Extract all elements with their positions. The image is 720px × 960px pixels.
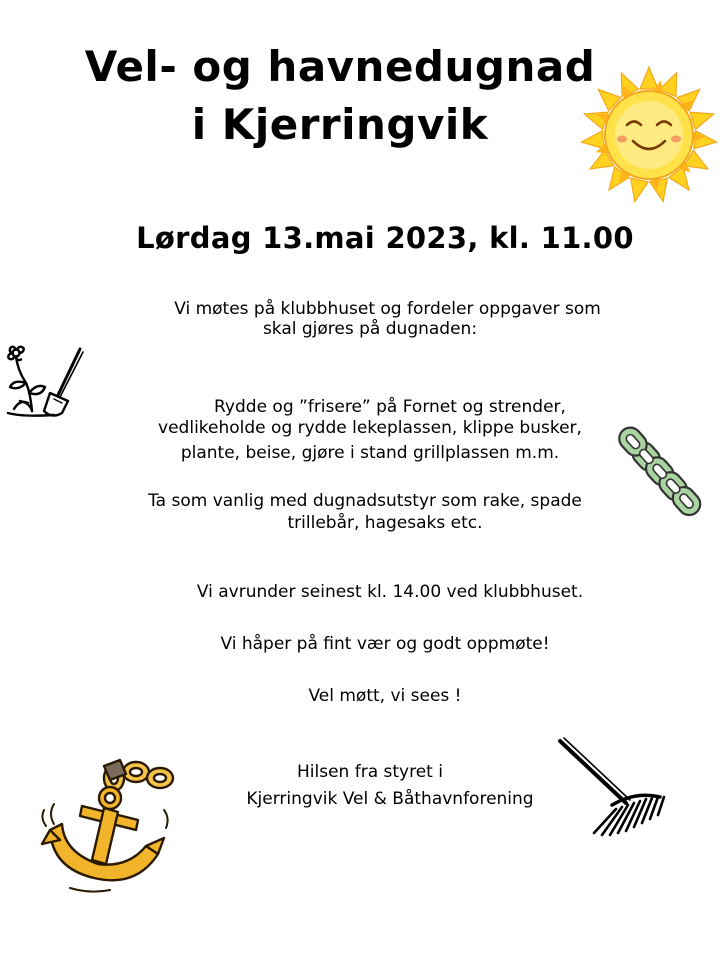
title-line-2: i Kjerringvik [191, 100, 489, 149]
rake-icon [556, 735, 670, 843]
event-date-time: Lørdag 13.mai 2023, kl. 11.00 [136, 221, 634, 255]
finish-time-note: Vi avrunder seinest kl. 14.00 ved klubbhuset. [196, 582, 584, 602]
tasks-line-3: plante, beise, gjøre i stand grillplassen m.m. [180, 443, 560, 463]
equipment-line-1: Ta som vanlig med dugnadsutstyr som rake, spade [148, 491, 582, 511]
intro-line-2: skal gjøres på dugnaden: [262, 319, 478, 339]
sun-icon [578, 64, 720, 206]
equipment-line-2: trillebår, hagesaks etc. [287, 513, 483, 533]
anchor-icon [40, 748, 190, 894]
signature-line-1: Hilsen fra styret i [297, 762, 443, 782]
weather-note: Vi håper på fint vær og godt oppmøte! [220, 634, 550, 654]
intro-line-1: Vi møtes på klubbhuset og fordeler oppgaver som [174, 299, 601, 319]
flower-spade-icon [2, 343, 90, 419]
title-line-1: Vel- og havnedugnad [84, 42, 596, 91]
signature-line-2: Kjerringvik Vel & Båthavnforening [246, 789, 534, 809]
tasks-line-1: Rydde og ”frisere” på Fornet og strender, [214, 397, 566, 417]
tasks-line-2: vedlikeholde og rydde lekeplassen, klippe busker, [158, 418, 582, 438]
chain-icon [608, 420, 710, 524]
farewell-note: Vel møtt, vi sees ! [308, 686, 462, 706]
